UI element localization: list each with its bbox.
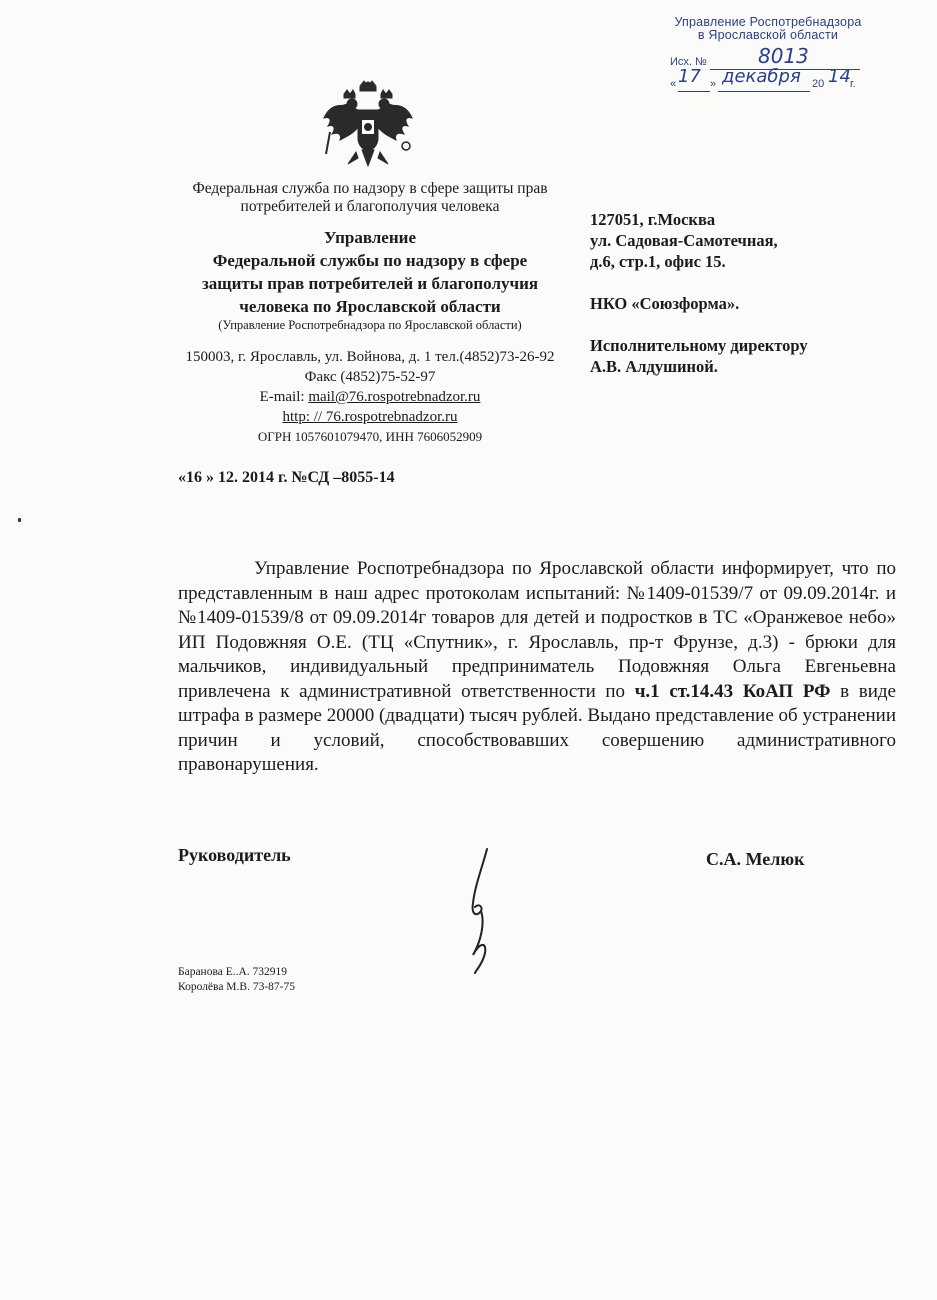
stamp-date-open-quote: « bbox=[670, 78, 677, 90]
contacts-block bbox=[150, 347, 590, 447]
department-short-name: (Управление Роспотребнадзора по Ярославской области) bbox=[218, 318, 522, 332]
service-name bbox=[150, 180, 590, 216]
addressee-position: Исполнительному директору bbox=[590, 336, 808, 355]
addressee-line2: ул. Садовая-Самотечная, bbox=[590, 231, 778, 250]
law-article: ч.1 ст.14.43 КоАП РФ bbox=[634, 680, 831, 702]
dept-line3: защиты прав потребителей и благополучия bbox=[201, 274, 539, 293]
stamp-date-year: 14 bbox=[828, 66, 851, 87]
email-label: E-mail: bbox=[259, 389, 309, 405]
signatory-name: С.А. Мелюк bbox=[706, 849, 805, 869]
stamp-date-year-prefix: 20 bbox=[812, 78, 825, 90]
executor-2: Королёва М.В. 73-87-75 bbox=[178, 980, 295, 993]
body-part1: Управление Роспотребнадзора по Ярославской области информирует, что по представленным в наш адрес протоколам испытаний: №1409-01539/7 от 09.09.2014г. и №1409-01539/8 от 09.09.2014г товаров для детей и подростков в ТС «Оранжевое небо» ИП Подовжняя О.Е. (ТЦ «Спутник», г. Ярославль, пр-т Фрунзе, д.3) - брюки для мальчиков, индивидуальный предприниматель Подовжняя Ольга Евгеньевна привлечена к административной ответственности по bbox=[178, 558, 896, 702]
fax: Факс (4852)75-52-97 bbox=[304, 369, 436, 385]
registration-stamp bbox=[668, 16, 868, 94]
stamp-date-year-suffix: г. bbox=[850, 78, 856, 90]
dept-line2: Федеральной службы по надзору в сфере bbox=[212, 251, 528, 270]
executor-1: Баранова Е..А. 732919 bbox=[178, 966, 288, 978]
stamp-out-number: 8013 bbox=[758, 44, 809, 68]
scan-speck bbox=[18, 518, 21, 522]
website-link[interactable]: http: // 76.rospotrebnadzor.ru bbox=[282, 409, 458, 425]
postal-address: 150003, г. Ярославль, ул. Войнова, д. 1 тел.(4852)73-26-92 bbox=[185, 349, 555, 365]
outgoing-number: «16 » 12. 2014 г. №СД –8055-14 bbox=[178, 469, 395, 486]
stamp-date-close-quote: » bbox=[710, 78, 717, 90]
signatory-title: Руководитель bbox=[178, 845, 291, 865]
executors bbox=[178, 965, 295, 994]
addressee-line1: 127051, г.Москва bbox=[590, 210, 716, 229]
letter-body bbox=[178, 557, 896, 778]
addressee-block bbox=[590, 209, 910, 398]
addressee-line3: д.6, стр.1, офис 15. bbox=[590, 252, 726, 271]
addressee-name: А.В. Алдушиной. bbox=[590, 357, 718, 376]
body-part2: в виде штрафа в размере 20000 (двадцати) тысяч рублей. Выдано представление об устранении причин и условий, способствовавших совершению административного правонарушения. bbox=[178, 680, 896, 775]
email-link[interactable]: mail@76.rospotrebnadzor.ru bbox=[308, 389, 481, 405]
stamp-out-label: Исх. № bbox=[670, 56, 707, 68]
stamp-date-month: декабря bbox=[722, 66, 801, 87]
handwritten-signature bbox=[455, 845, 515, 975]
service-line1: Федеральная служба по надзору в сфере защиты прав bbox=[192, 180, 548, 197]
dept-line1: Управление bbox=[323, 228, 416, 247]
department-name bbox=[150, 226, 590, 318]
service-line2: потребителей и благополучия человека bbox=[240, 198, 500, 215]
ogrn-inn: ОГРН 1057601079470, ИНН 7606052909 bbox=[257, 429, 483, 444]
stamp-date-day: 17 bbox=[678, 66, 701, 87]
coat-of-arms-icon bbox=[322, 80, 414, 170]
addressee-org: НКО «Союзформа». bbox=[590, 294, 740, 313]
stamp-org-line1: Управление Роспотребнадзора bbox=[674, 15, 862, 29]
dept-line4: человека по Ярославской области bbox=[239, 297, 501, 316]
stamp-org-line2: в Ярославской области bbox=[697, 28, 839, 42]
email-line bbox=[150, 387, 590, 407]
